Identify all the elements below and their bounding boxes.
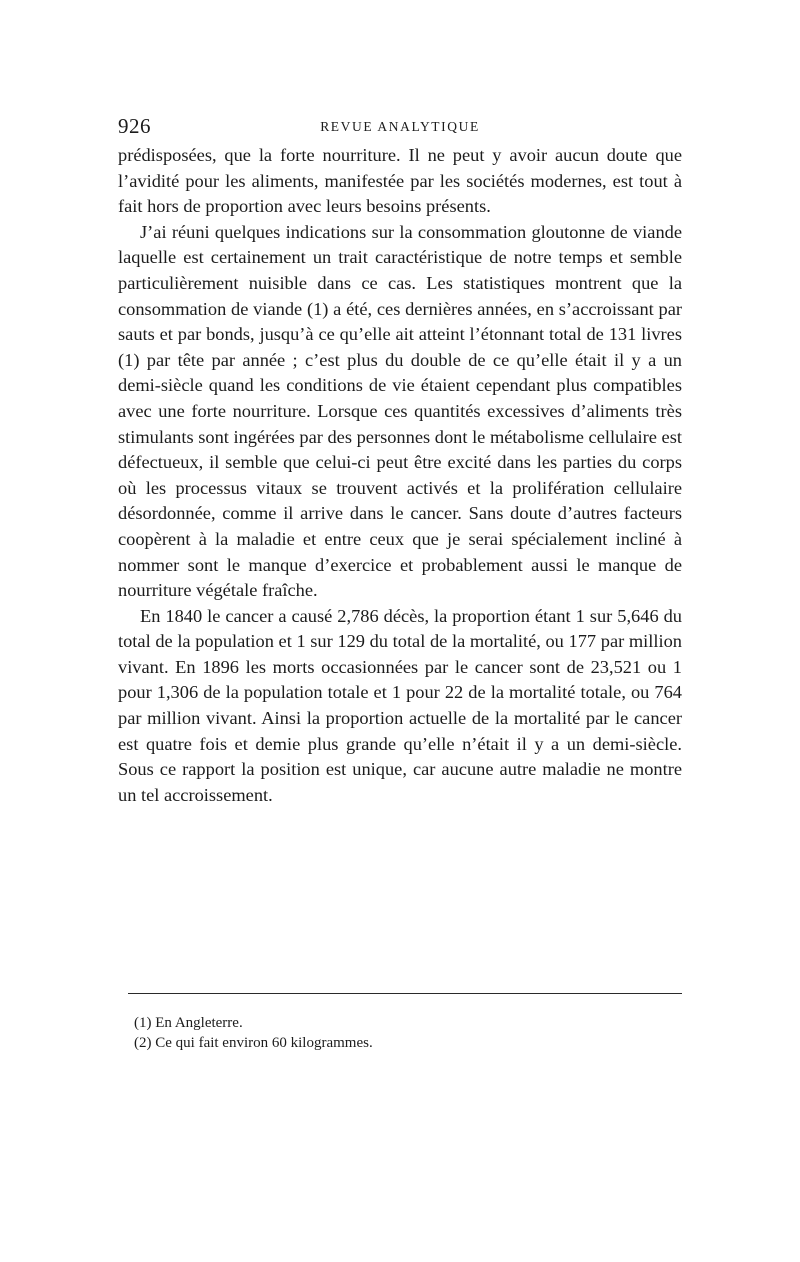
page-header (118, 114, 682, 144)
page-number: 926 (118, 114, 151, 138)
paragraph-3: En 1840 le cancer a causé 2,786 décès, la proportion étant 1 sur 5,646 du total de la population et 1 sur 129 du total de la mortalité, ou 177 par million vivant. En 1896 les morts occasionnées par le cancer sont de 23,521 ou 1 pour 1,306 de la population totale et 1 pour 22 de la mortalité totale, ou 764 par million vivant. Ainsi la proportion actuelle de la mortalité par le cancer est quatre fois et demie plus grande qu’elle n’était il y a un demi-siècle. Sous ce rapport la position est unique, car aucune autre maladie ne montre un tel accroissement. (118, 605, 682, 805)
footnote-1: (1) En Angleterre. (134, 1015, 243, 1031)
paragraph-2: J’ai réuni quelques indications sur la consommation gloutonne de viande laquelle est certainement un trait caractéristique de notre temps et semble particulièrement nuisible dans ce cas. Les statistiques montrent que la consommation de viande (1) a été, ces dernières années, en s’accroissant par sauts et par bonds, jusqu’à ce qu’elle ait atteint l’étonnant total de 131 livres (1) par tête par année ; c’est plus du double de ce qu’elle était il y a un demi-siècle quand les conditions de vie étaient cependant plus compatibles avec une forte nourriture. Lorsque ces quantités excessives d’aliments très stimulants sont ingérées par des personnes dont le métabolisme cellulaire est défectueux, il semble que celui-ci peut être excité dans les parties du corps où les processus vitaux se trouvent activés et la prolifération cellulaire désordonnée, comme il arrive dans le cancer. Sans doute d’autres facteurs coopèrent à la maladie et entre ceux que je serai spécialement incliné à nommer sont le manque d’exercice et probablement aussi le manque de nourriture végétale fraîche. (118, 221, 682, 601)
paragraph-1: prédisposées, que la forte nourriture. Il ne peut y avoir aucun doute que l’avidité pour les aliments, manifestée par les sociétés modernes, est tout à fait hors de proportion avec leurs besoins présents. (118, 145, 682, 217)
body-text (118, 143, 682, 808)
footnote-divider (128, 993, 682, 994)
running-title: REVUE ANALYTIQUE (320, 119, 480, 134)
footnote-2: (2) Ce qui fait environ 60 kilogrammes. (134, 1035, 373, 1051)
footnotes (134, 1013, 674, 1053)
